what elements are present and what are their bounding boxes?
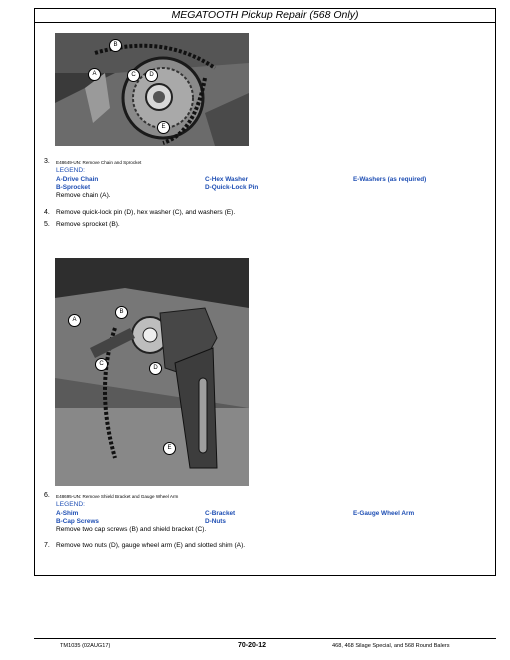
callout-c: C bbox=[127, 69, 140, 82]
step-5-text: Remove sprocket (B). bbox=[56, 221, 120, 228]
figure-2-caption: E48695-UN: Remove Shield Bracket and Gauge Wheel Arm bbox=[56, 494, 179, 499]
figure-1-caption: E48649-UN: Remove Chain and Sprocket bbox=[56, 160, 142, 165]
legend-nuts: D-Nuts bbox=[205, 518, 226, 525]
legend-cap-screws: B-Cap Screws bbox=[56, 518, 99, 525]
step-6-text: Remove two cap screws (B) and shield bracket (C). bbox=[56, 526, 207, 533]
step-3-number: 3. bbox=[44, 158, 50, 165]
legend-quick-lock-pin: D-Quick-Lock Pin bbox=[205, 184, 259, 191]
legend-sprocket: B-Sprocket bbox=[56, 184, 91, 191]
callout-b: B bbox=[109, 39, 122, 52]
page-title: MEGATOOTH Pickup Repair (568 Only) bbox=[171, 9, 359, 21]
callout-d: D bbox=[145, 69, 158, 82]
legend-hex-washer: C-Hex Washer bbox=[205, 176, 249, 183]
callout-a: A bbox=[68, 314, 81, 327]
callout-d: D bbox=[149, 362, 162, 375]
step-4-number: 4. bbox=[44, 209, 50, 216]
step-6-legend-title: LEGEND: bbox=[56, 501, 85, 508]
step-6-number: 6. bbox=[44, 492, 50, 499]
footer-page-number: 70-20-12 bbox=[238, 642, 267, 649]
callout-e: E bbox=[163, 442, 176, 455]
step-7-number: 7. bbox=[44, 542, 50, 549]
footer-product-line: 468, 468 Silage Special, and 568 Round Balers bbox=[332, 643, 450, 649]
legend-drive-chain: A-Drive Chain bbox=[56, 176, 99, 183]
footer-document-id: TM1035 (02AUG17) bbox=[60, 643, 111, 649]
title-divider bbox=[34, 22, 496, 23]
step-3-legend-title: LEGEND: bbox=[56, 167, 85, 174]
footer-divider bbox=[34, 638, 496, 639]
callout-c: C bbox=[95, 358, 108, 371]
callout-a: A bbox=[88, 68, 101, 81]
figure-chain-sprocket-photo bbox=[55, 33, 249, 146]
step-4-text: Remove quick-lock pin (D), hex washer (C), and washers (E). bbox=[56, 209, 236, 216]
legend-bracket: C-Bracket bbox=[205, 510, 236, 517]
legend-washers: E-Washers (as required) bbox=[353, 176, 427, 183]
callout-b: B bbox=[115, 306, 128, 319]
step-7-text: Remove two nuts (D), gauge wheel arm (E) and slotted shim (A). bbox=[56, 542, 246, 549]
step-3-text: Remove chain (A). bbox=[56, 192, 111, 199]
legend-shim: A-Shim bbox=[56, 510, 79, 517]
legend-gauge-wheel-arm: E-Gauge Wheel Arm bbox=[353, 510, 415, 517]
step-5-number: 5. bbox=[44, 221, 50, 228]
callout-e: E bbox=[157, 121, 170, 134]
